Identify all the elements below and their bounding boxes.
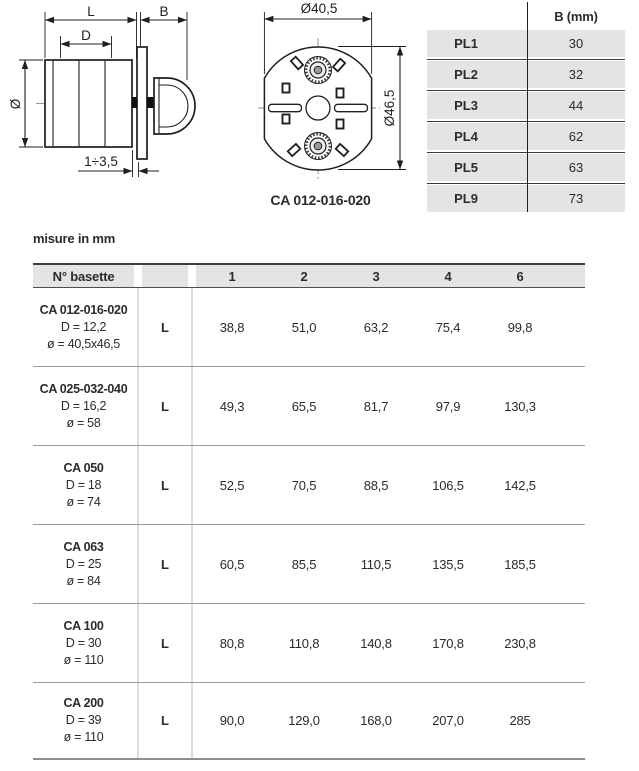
model-name: CA 012-016-020 xyxy=(39,302,128,317)
value-cell: 51,0 xyxy=(291,319,317,335)
pl-value: 62 xyxy=(568,129,584,144)
pole-header: 4 xyxy=(412,265,484,287)
value-cell: 140,8 xyxy=(360,635,392,651)
model-d: D = 30 xyxy=(65,635,102,650)
model-d: D = 25 xyxy=(65,556,102,571)
pl-value: 32 xyxy=(568,67,584,82)
empty-header-cell xyxy=(427,2,527,30)
column-divider xyxy=(188,525,196,603)
column-divider xyxy=(188,446,196,524)
basette-header: N° basette xyxy=(33,265,134,287)
table-row xyxy=(33,446,585,525)
dim-cell: L xyxy=(161,398,169,414)
flange-table-header xyxy=(427,2,625,30)
column-divider xyxy=(134,288,142,366)
value-cell: 207,0 xyxy=(432,713,464,728)
value-cell: 75,4 xyxy=(435,319,461,335)
value-cell: 110,8 xyxy=(288,635,320,651)
pl-label: PL1 xyxy=(454,36,478,51)
model-d: D = 16,2 xyxy=(60,398,107,413)
header-gap xyxy=(188,265,196,287)
value-cell: 170,8 xyxy=(432,635,464,651)
value-cell: 90,0 xyxy=(219,713,245,728)
pl-value: 44 xyxy=(568,98,584,113)
table-row xyxy=(33,604,585,683)
pl-label: PL5 xyxy=(454,160,478,175)
model-name: CA 025-032-040 xyxy=(39,381,128,396)
model-diameter: ø = 110 xyxy=(63,652,104,667)
value-cell: 110,5 xyxy=(360,556,392,572)
column-divider xyxy=(134,604,142,682)
value-cell: 49,3 xyxy=(219,398,245,414)
value-cell: 185,5 xyxy=(504,556,536,572)
table-row xyxy=(427,30,625,57)
dim-cell: L xyxy=(161,319,169,335)
dim-label-gap: 1÷3,5 xyxy=(84,154,118,169)
value-cell: 63,2 xyxy=(363,319,389,335)
value-cell: 65,5 xyxy=(291,398,317,414)
table-row xyxy=(33,683,585,760)
header-gap xyxy=(134,265,142,287)
column-divider xyxy=(134,525,142,603)
row-spacer xyxy=(556,604,585,682)
pl-label: PL4 xyxy=(454,129,478,144)
column-divider xyxy=(134,683,142,758)
pl-label: PL9 xyxy=(454,191,478,206)
table-row xyxy=(427,154,625,181)
front-view-drawing xyxy=(230,0,435,220)
table-row xyxy=(33,525,585,604)
dim-label-width: Ø40,5 xyxy=(300,1,338,16)
model-diameter: ø = 58 xyxy=(66,415,101,430)
dim-cell: L xyxy=(161,713,169,728)
model-diameter: ø = 74 xyxy=(66,494,101,509)
flange-depth-table xyxy=(427,2,625,212)
column-divider xyxy=(188,604,196,682)
pole-header: 3 xyxy=(340,265,412,287)
value-cell: 80,8 xyxy=(219,635,245,651)
header-spacer xyxy=(556,265,585,287)
units-note: misure in mm xyxy=(33,231,116,246)
model-cell xyxy=(33,683,134,758)
row-spacer xyxy=(556,446,585,524)
value-cell: 129,0 xyxy=(288,713,320,728)
column-divider xyxy=(134,367,142,445)
column-divider xyxy=(188,367,196,445)
dimensions-table xyxy=(33,263,585,760)
value-cell: 130,3 xyxy=(504,398,536,414)
front-view-caption: CA 012-016-020 xyxy=(270,192,371,208)
model-name: CA 200 xyxy=(63,696,104,710)
model-cell xyxy=(33,446,134,524)
model-name: CA 063 xyxy=(63,539,104,554)
table-row xyxy=(427,92,625,119)
model-name: CA 050 xyxy=(63,460,104,475)
model-diameter: ø = 84 xyxy=(66,573,101,588)
column-divider xyxy=(134,446,142,524)
pole-header: 2 xyxy=(268,265,340,287)
value-cell: 99,8 xyxy=(507,319,533,335)
value-cell: 88,5 xyxy=(363,477,389,493)
column-divider xyxy=(188,288,196,366)
table-row xyxy=(427,61,625,88)
pl-value: 30 xyxy=(568,36,584,51)
pole-header: 1 xyxy=(196,265,268,287)
table-row xyxy=(33,288,585,367)
value-cell: 230,8 xyxy=(504,635,536,651)
value-cell: 97,9 xyxy=(435,398,461,414)
pl-label: PL3 xyxy=(454,98,478,113)
table-row xyxy=(427,185,625,212)
dim-label-l: L xyxy=(87,4,95,19)
row-spacer xyxy=(556,288,585,366)
dim-cell: L xyxy=(161,477,169,493)
pl-label: PL2 xyxy=(454,67,478,82)
pl-value: 73 xyxy=(568,191,584,206)
dimensions-table-header xyxy=(33,265,585,287)
model-d: D = 12,2 xyxy=(60,319,107,334)
column-divider xyxy=(188,683,196,758)
model-cell xyxy=(33,367,134,445)
model-cell xyxy=(33,288,134,366)
value-cell: 285 xyxy=(509,713,531,728)
value-cell: 81,7 xyxy=(363,398,389,414)
model-name: CA 100 xyxy=(63,618,104,633)
table-row xyxy=(427,123,625,150)
table-divider xyxy=(527,2,528,212)
model-diameter: ø = 110 xyxy=(63,730,104,744)
model-d: D = 39 xyxy=(65,713,102,727)
value-cell: 52,5 xyxy=(219,477,245,493)
model-cell xyxy=(33,604,134,682)
value-cell: 135,5 xyxy=(432,556,464,572)
b-mm-header: B (mm) xyxy=(554,8,598,24)
dim-cell: L xyxy=(161,556,169,572)
model-diameter: ø = 40,5x46,5 xyxy=(47,336,120,351)
value-cell: 168,0 xyxy=(360,713,392,728)
value-cell: 70,5 xyxy=(291,477,317,493)
value-cell: 106,5 xyxy=(432,477,464,493)
row-spacer xyxy=(556,367,585,445)
model-cell xyxy=(33,525,134,603)
pl-value: 63 xyxy=(568,160,584,175)
row-spacer xyxy=(556,683,585,758)
table-row xyxy=(33,367,585,446)
row-spacer xyxy=(556,525,585,603)
model-d: D = 18 xyxy=(65,477,102,492)
dim-label-d: D xyxy=(81,28,91,43)
dim-col-header xyxy=(142,265,188,287)
value-cell: 142,5 xyxy=(504,477,536,493)
dim-label-b: B xyxy=(159,4,169,19)
value-cell: 85,5 xyxy=(291,556,317,572)
dim-label-diameter: Ø xyxy=(8,98,23,110)
dim-label-height: Ø46,5 xyxy=(382,89,397,127)
value-cell: 60,5 xyxy=(219,556,245,572)
value-cell: 38,8 xyxy=(219,319,245,335)
side-view-drawing xyxy=(0,0,230,212)
dim-cell: L xyxy=(161,635,169,651)
pole-header: 6 xyxy=(484,265,556,287)
